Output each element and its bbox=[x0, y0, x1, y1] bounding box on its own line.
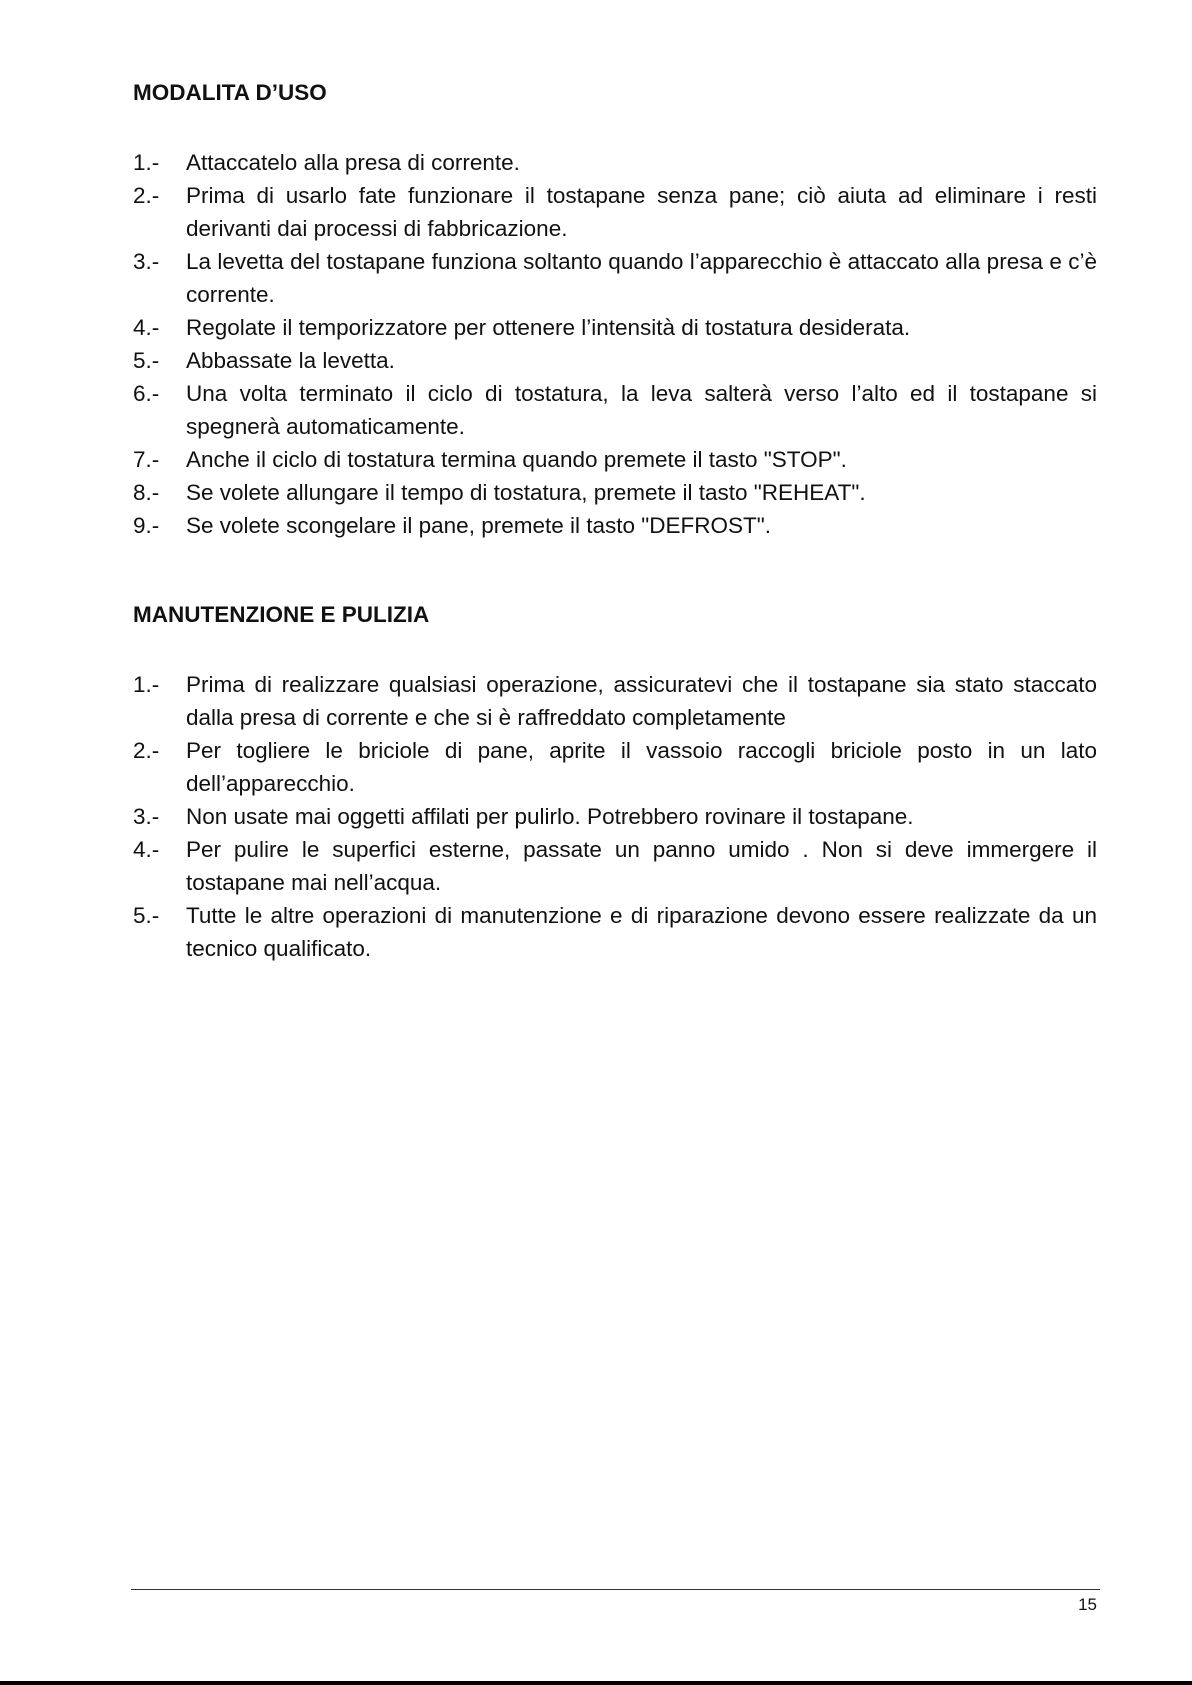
item-number: 4.- bbox=[133, 837, 160, 862]
usage-steps-list bbox=[133, 146, 1097, 542]
item-text: Se volete scongelare il pane, premete il tasto "DEFROST". bbox=[186, 513, 771, 538]
item-number: 2.- bbox=[133, 183, 160, 208]
list-item bbox=[133, 179, 1097, 245]
section-title-usage: MODALITA D’USO bbox=[133, 80, 327, 105]
item-number: 1.- bbox=[133, 672, 160, 697]
list-item bbox=[133, 734, 1097, 800]
item-text: Prima di realizzare qualsiasi operazione, assicuratevi che il tostapane sia stato staccato dalla presa di corrente e che si è raffreddato completamente bbox=[186, 672, 1097, 730]
item-number: 3.- bbox=[133, 804, 160, 829]
maintenance-steps-list bbox=[133, 668, 1097, 965]
list-item bbox=[133, 146, 1097, 179]
list-item bbox=[133, 800, 1097, 833]
item-text: Prima di usarlo fate funzionare il tostapane senza pane; ciò aiuta ad eliminare i resti derivanti dai processi di fabbricazione. bbox=[186, 183, 1097, 241]
item-number: 3.- bbox=[133, 249, 160, 274]
item-text: Per pulire le superfici esterne, passate un panno umido . Non si deve immergere il tostapane mai nell’acqua. bbox=[186, 837, 1097, 895]
item-number: 5.- bbox=[133, 348, 160, 373]
section-title-maintenance: MANUTENZIONE E PULIZIA bbox=[133, 602, 430, 627]
page-number: 15 bbox=[1078, 1595, 1097, 1614]
list-item bbox=[133, 245, 1097, 311]
item-text: Abbassate la levetta. bbox=[186, 348, 395, 373]
list-item bbox=[133, 833, 1097, 899]
item-number: 7.- bbox=[133, 447, 160, 472]
item-number: 4.- bbox=[133, 315, 160, 340]
item-text: Non usate mai oggetti affilati per pulirlo. Potrebbero rovinare il tostapane. bbox=[186, 804, 914, 829]
item-text: Tutte le altre operazioni di manutenzione e di riparazione devono essere realizzate da un tecnico qualificato. bbox=[186, 903, 1097, 961]
item-text: Regolate il temporizzatore per ottenere l’intensità di tostatura desiderata. bbox=[186, 315, 911, 340]
list-item bbox=[133, 899, 1097, 965]
footer-divider bbox=[131, 1589, 1100, 1590]
list-item bbox=[133, 509, 1097, 542]
item-text: Attaccatelo alla presa di corrente. bbox=[186, 150, 520, 175]
item-number: 9.- bbox=[133, 513, 160, 538]
page-content bbox=[133, 78, 1097, 965]
section-spacer bbox=[133, 542, 1097, 600]
item-text: Una volta terminato il ciclo di tostatura, la leva salterà verso l’alto ed il tostapane si spegnerà automaticamente. bbox=[186, 381, 1097, 439]
list-item bbox=[133, 443, 1097, 476]
item-number: 2.- bbox=[133, 738, 160, 763]
list-item bbox=[133, 668, 1097, 734]
item-number: 6.- bbox=[133, 381, 160, 406]
item-text: Anche il ciclo di tostatura termina quando premete il tasto "STOP". bbox=[186, 447, 847, 472]
item-number: 5.- bbox=[133, 903, 160, 928]
scan-edge-band bbox=[0, 1681, 1192, 1685]
list-item bbox=[133, 377, 1097, 443]
list-item bbox=[133, 476, 1097, 509]
item-number: 8.- bbox=[133, 480, 160, 505]
item-number: 1.- bbox=[133, 150, 160, 175]
list-item bbox=[133, 344, 1097, 377]
item-text: La levetta del tostapane funziona soltanto quando l’apparecchio è attaccato alla presa e c’è corrente. bbox=[186, 249, 1097, 307]
item-text: Per togliere le briciole di pane, aprite il vassoio raccogli briciole posto in un lato dell’apparecchio. bbox=[186, 738, 1097, 796]
item-text: Se volete allungare il tempo di tostatura, premete il tasto "REHEAT". bbox=[186, 480, 866, 505]
list-item bbox=[133, 311, 1097, 344]
